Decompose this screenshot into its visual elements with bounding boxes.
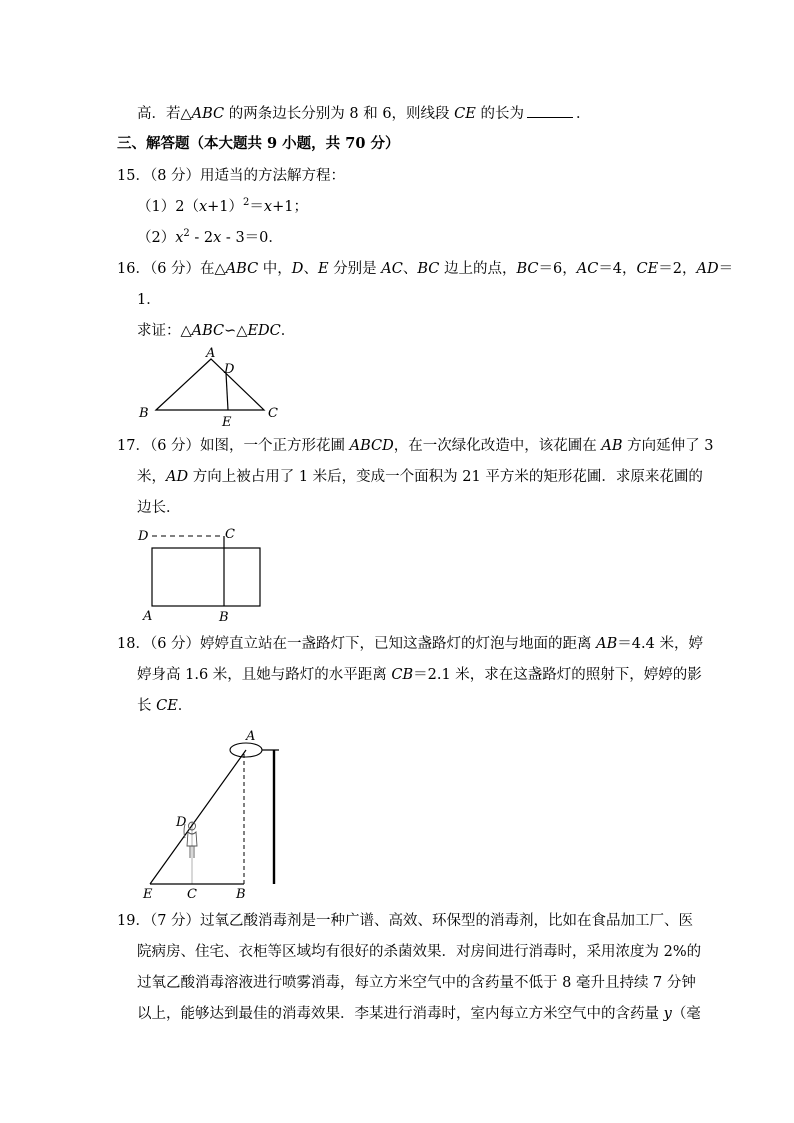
label-D: D [138,529,149,544]
q16-stem-cont: 1． [137,292,161,308]
q19-line-1: 19．（7 分）过氧乙酸消毒剂是一种广谱、高效、环保型的消毒剂，比如在食品加工厂、医 [117,913,694,929]
label-A: A [143,609,153,624]
label-E: E [143,887,153,902]
label-E: E [222,415,232,430]
q17-garden-figure [135,524,275,624]
q19-line-2: 院病房、住宅、衣柜等区域均有很好的杀菌效果．对房间进行消毒时，采用浓度为 2%的 [137,944,702,960]
q18-stem-1: 18．（6 分）婷婷直立站在一盏路灯下，已知这盏路灯的灯泡与地面的距离 AB＝4.4 米，婷 [117,636,703,652]
label-D: D [224,362,235,377]
q17-stem-2: 米，AD 方向上被占用了 1 米后，变成一个面积为 21 平方米的矩形花圃．求原来花圃的 [137,469,703,485]
label-A: A [246,729,256,744]
label-C: C [225,527,235,542]
label-B: B [236,887,246,902]
section-heading: 三、解答题（本大题共 9 小题，共 70 分） [117,135,400,152]
q17-stem-3: 边长． [137,500,181,516]
label-D: D [176,815,187,830]
answer-blank [527,103,573,118]
q15-stem: 15．（8 分）用适当的方法解方程： [117,168,346,184]
q15-part2: $(2)x^2 - 2x - 3=0$． [137,228,283,246]
q16-triangle-figure [130,342,290,432]
label-C: C [187,887,197,902]
q18-stem-2: 婷身高 1.6 米，且她与路灯的水平距离 CB＝2.1 米，求在这盏路灯的照射下，婷婷的影 [137,667,702,683]
q15-part1: $(1)2(x+1)^2=x+1$； [137,197,308,215]
q18-streetlight-figure [138,724,288,904]
q16-stem: 16．（6 分）在△ABC 中，D、E 分别是 AC、BC 边上的点，BC＝6，AC＝4，CE＝2，AD＝ [117,261,734,277]
q18-stem-3: 长 CE． [137,698,193,714]
label-C: C [268,406,278,421]
q16-prove: 求证：△ABC∽△EDC． [137,323,296,339]
label-A: A [206,346,216,361]
q19-line-4: 以上，能够达到最佳的消毒效果．李某进行消毒时，室内每立方米空气中的含药量 y（毫 [137,1006,701,1022]
q14-tail: 高．若△ABC 的两条边长分别为 8 和 6，则线段 CE 的长为 ． [137,103,590,124]
label-B: B [219,610,229,625]
q19-line-3: 过氧乙酸消毒溶液进行喷雾消毒，每立方米空气中的含药量不低于 8 毫升且持续 7 分钟 [137,975,696,991]
q17-stem-1: 17．（6 分）如图，一个正方形花圃 ABCD，在一次绿化改造中，该花圃在 AB 方向延伸了 3 [117,438,714,454]
label-B: B [139,406,149,421]
